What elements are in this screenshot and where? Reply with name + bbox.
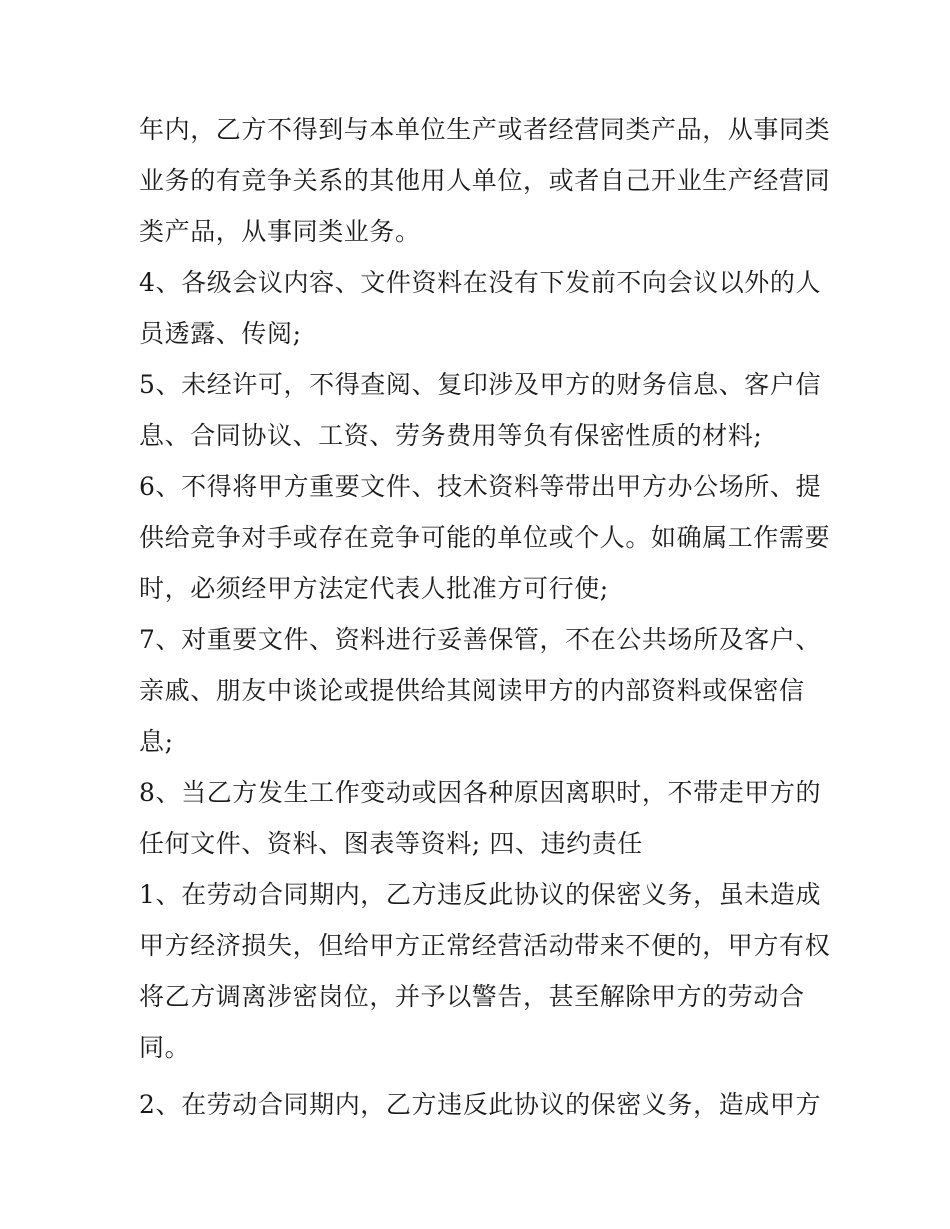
document-body (139, 104, 831, 1130)
text-line: 年内，乙方不得到与本单位生产或者经营同类产品，从事同类 (139, 115, 831, 144)
text-line: 亲戚、朋友中谈论或提供给其阅读甲方的内部资料或保密信 (139, 676, 805, 705)
text-line: 8、当乙方发生工作变动或因各种原因离职时，不带走甲方的 (139, 778, 822, 807)
text-line: 员透露、传阅; (139, 319, 302, 348)
text-line: 任何文件、资料、图表等资料; 四、违约责任 (139, 829, 643, 858)
text-line: 将乙方调离涉密岗位，并予以警告，甚至解除甲方的劳动合 (139, 982, 805, 1011)
text-line: 6、不得将甲方重要文件、技术资料等带出甲方办公场所、提 (139, 472, 822, 501)
text-line: 供给竞争对手或存在竞争可能的单位或个人。如确属工作需要 (139, 523, 831, 552)
text-line: 7、对重要文件、资料进行妥善保管，不在公共场所及客户、 (139, 625, 822, 654)
text-line: 业务的有竞争关系的其他用人单位，或者自己开业生产经营同 (139, 166, 831, 195)
text-line: 2、在劳动合同期内，乙方违反此协议的保密义务，造成甲方 (139, 1090, 822, 1119)
text-line: 甲方经济损失，但给甲方正常经营活动带来不便的，甲方有权 (139, 931, 831, 960)
text-line: 息、合同协议、工资、劳务费用等负有保密性质的材料; (139, 421, 763, 450)
text-line: 1、在劳动合同期内，乙方违反此协议的保密义务，虽未造成 (139, 880, 822, 909)
text-line: 类产品，从事同类业务。 (139, 217, 421, 246)
text-line: 4、各级会议内容、文件资料在没有下发前不向会议以外的人 (139, 268, 822, 297)
text-line: 5、未经许可，不得查阅、复印涉及甲方的财务信息、客户信 (139, 370, 822, 399)
text-line: 息; (139, 727, 174, 756)
text-line: 时，必须经甲方法定代表人批准方可行使; (139, 574, 609, 603)
text-line: 同。 (139, 1033, 191, 1062)
